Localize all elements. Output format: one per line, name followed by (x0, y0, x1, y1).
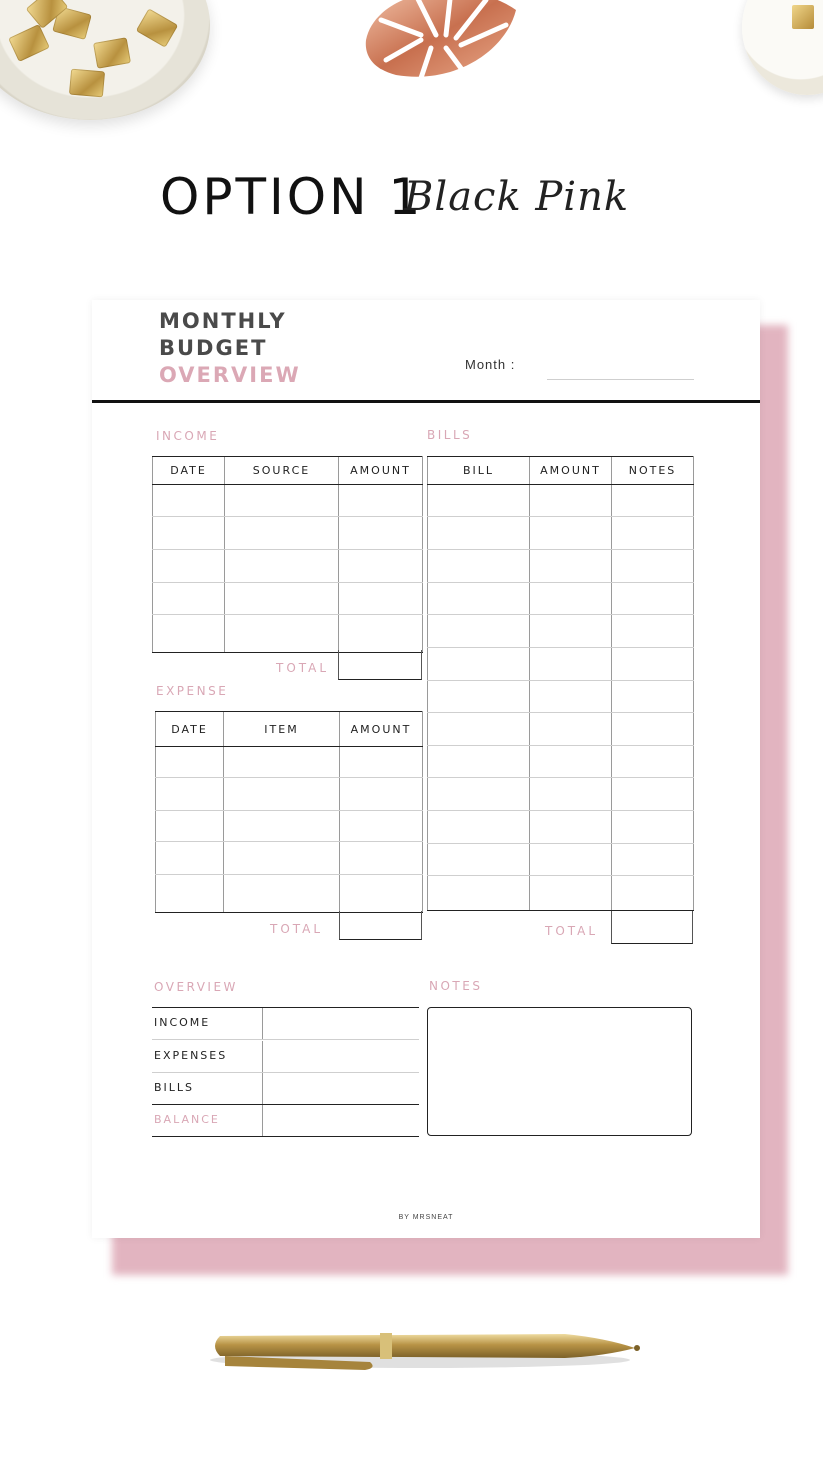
table-cell[interactable] (530, 648, 612, 681)
table-cell[interactable] (224, 875, 340, 913)
table-cell[interactable] (428, 778, 530, 811)
expense-col-amount: AMOUNT (340, 712, 423, 747)
header-rule (92, 400, 760, 403)
doc-title-line2: BUDGET (159, 336, 268, 360)
table-cell[interactable] (612, 713, 694, 746)
table-cell[interactable] (340, 875, 423, 913)
table-cell[interactable] (612, 485, 694, 517)
expense-total-field[interactable] (339, 911, 422, 940)
table-cell[interactable] (153, 550, 225, 583)
notes-section-label: NOTES (429, 979, 483, 993)
table-cell[interactable] (530, 876, 612, 911)
bills-col-bill: BILL (428, 457, 530, 485)
style-name-script: Black Pink (404, 174, 630, 220)
gold-pen-icon (205, 1322, 645, 1382)
table-cell[interactable] (339, 517, 423, 550)
table-cell[interactable] (339, 583, 423, 615)
table-cell[interactable] (428, 811, 530, 844)
overview-row-income[interactable] (152, 1008, 419, 1040)
table-cell[interactable] (339, 615, 423, 653)
table-cell[interactable] (428, 648, 530, 681)
table-cell[interactable] (530, 778, 612, 811)
binder-clip-icon (69, 69, 105, 98)
option-title: OPTION 1 (160, 168, 424, 226)
table-cell[interactable] (612, 648, 694, 681)
table-cell[interactable] (530, 811, 612, 844)
table-cell[interactable] (428, 615, 530, 648)
table-cell[interactable] (224, 747, 340, 778)
table-cell[interactable] (428, 485, 530, 517)
income-total-field[interactable] (338, 650, 422, 680)
table-cell[interactable] (428, 517, 530, 550)
expense-table (155, 711, 423, 913)
overview-row-expenses[interactable] (152, 1041, 419, 1073)
overview-bills-label: BILLS (154, 1081, 195, 1094)
table-cell[interactable] (612, 681, 694, 713)
expense-col-item: ITEM (224, 712, 340, 747)
table-cell[interactable] (340, 747, 423, 778)
table-cell[interactable] (156, 875, 224, 913)
table-cell[interactable] (224, 811, 340, 842)
overview-expenses-label: EXPENSES (154, 1049, 228, 1062)
income-col-source: SOURCE (225, 457, 339, 485)
table-cell[interactable] (225, 485, 339, 517)
expense-section-label: EXPENSE (156, 684, 229, 698)
table-cell[interactable] (530, 485, 612, 517)
table-cell[interactable] (225, 517, 339, 550)
table-cell[interactable] (612, 583, 694, 615)
income-col-date: DATE (153, 457, 225, 485)
table-cell[interactable] (428, 844, 530, 876)
budget-sheet (92, 300, 760, 1238)
table-cell[interactable] (339, 485, 423, 517)
table-cell[interactable] (153, 485, 225, 517)
income-section-label: INCOME (156, 429, 220, 443)
table-cell[interactable] (530, 713, 612, 746)
table-cell[interactable] (156, 747, 224, 778)
overview-section-label: OVERVIEW (154, 980, 238, 994)
table-cell[interactable] (612, 811, 694, 844)
table-cell[interactable] (612, 778, 694, 811)
table-cell[interactable] (224, 778, 340, 811)
table-cell[interactable] (339, 550, 423, 583)
bills-col-notes: NOTES (612, 457, 694, 485)
table-cell[interactable] (156, 842, 224, 875)
table-cell[interactable] (530, 681, 612, 713)
month-label: Month : (465, 357, 516, 372)
overview-row-bills[interactable] (152, 1073, 419, 1105)
notes-box[interactable] (427, 1007, 692, 1136)
table-cell[interactable] (612, 844, 694, 876)
table-cell[interactable] (225, 583, 339, 615)
table-cell[interactable] (340, 842, 423, 875)
table-cell[interactable] (156, 778, 224, 811)
doc-title-line1: MONTHLY (159, 309, 287, 333)
table-cell[interactable] (225, 550, 339, 583)
table-cell[interactable] (530, 844, 612, 876)
table-cell[interactable] (612, 517, 694, 550)
income-table (152, 456, 423, 653)
table-cell[interactable] (428, 583, 530, 615)
table-cell[interactable] (530, 517, 612, 550)
table-cell[interactable] (340, 811, 423, 842)
table-cell[interactable] (428, 681, 530, 713)
overview-balance-label: BALANCE (154, 1113, 220, 1126)
income-total-label: TOTAL (276, 661, 330, 675)
bills-section-label: BILLS (427, 428, 473, 442)
monstera-leaf-icon (356, 0, 526, 90)
bills-table (427, 456, 694, 911)
table-cell[interactable] (428, 746, 530, 778)
table-cell[interactable] (428, 876, 530, 911)
table-cell[interactable] (340, 778, 423, 811)
table-cell[interactable] (156, 811, 224, 842)
bills-total-label: TOTAL (545, 924, 599, 938)
table-cell[interactable] (153, 615, 225, 653)
table-cell[interactable] (153, 517, 225, 550)
table-cell[interactable] (428, 713, 530, 746)
table-cell[interactable] (428, 550, 530, 583)
table-cell[interactable] (225, 615, 339, 653)
table-cell[interactable] (530, 550, 612, 583)
table-cell[interactable] (153, 583, 225, 615)
table-cell[interactable] (224, 842, 340, 875)
byline: BY MRSNEAT (398, 1214, 454, 1221)
month-field[interactable] (547, 379, 694, 380)
table-cell[interactable] (530, 583, 612, 615)
table-cell[interactable] (530, 746, 612, 778)
binder-clip-icon (792, 5, 814, 29)
expense-col-date: DATE (156, 712, 224, 747)
overview-row-balance[interactable] (152, 1105, 419, 1137)
overview-income-label: INCOME (154, 1016, 211, 1029)
income-col-amount: AMOUNT (339, 457, 423, 485)
table-cell[interactable] (612, 746, 694, 778)
bills-col-amount: AMOUNT (530, 457, 612, 485)
table-cell[interactable] (612, 615, 694, 648)
table-cell[interactable] (530, 615, 612, 648)
table-cell[interactable] (612, 876, 694, 911)
bills-total-field[interactable] (611, 911, 693, 944)
table-cell[interactable] (612, 550, 694, 583)
doc-title-line3: OVERVIEW (159, 363, 301, 387)
expense-total-label: TOTAL (270, 922, 324, 936)
